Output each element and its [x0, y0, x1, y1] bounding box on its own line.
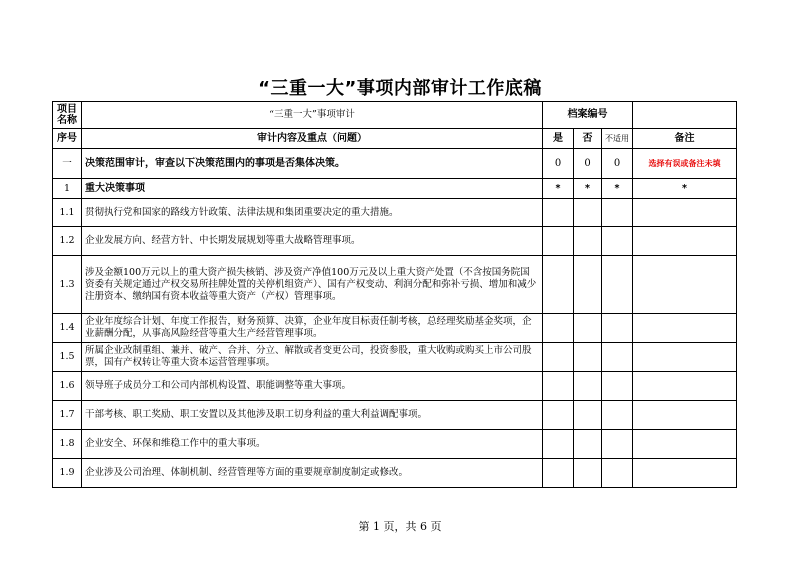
row-no: 1.8 — [53, 430, 82, 459]
group-na: * — [602, 179, 633, 199]
row-no: 1.1 — [53, 199, 82, 227]
table-row — [53, 227, 737, 256]
row-na-cell[interactable] — [602, 256, 633, 314]
row-remark-cell[interactable] — [633, 256, 737, 314]
project-value: “三重一大”事项审计 — [82, 102, 543, 129]
footer-total-pages: 6 — [420, 520, 427, 533]
remark-header: 备注 — [633, 129, 737, 149]
table-row — [53, 314, 737, 343]
table-row — [53, 459, 737, 488]
row-na-cell[interactable] — [602, 314, 633, 343]
archive-label: 档案编号 — [543, 102, 633, 129]
section-remark: 选择有误或备注未填 — [633, 149, 737, 179]
row-no-cell[interactable] — [574, 372, 602, 401]
section-row — [53, 149, 737, 179]
row-no-cell[interactable] — [574, 199, 602, 227]
row-yes-cell[interactable] — [543, 459, 574, 488]
row-text: 领导班子成员分工和公司内部机构设置、职能调整等重大事项。 — [82, 372, 543, 401]
footer-mid: 页，共 — [383, 520, 417, 533]
column-header-row — [53, 129, 737, 149]
footer-current-page: 1 — [373, 520, 380, 533]
row-no: 1.7 — [53, 401, 82, 430]
seq-header: 序号 — [53, 129, 82, 149]
content-header: 审计内容及重点（问题） — [82, 129, 543, 149]
no-header: 否 — [574, 129, 602, 149]
row-no: 1.6 — [53, 372, 82, 401]
row-yes-cell[interactable] — [543, 343, 574, 372]
row-yes-cell[interactable] — [543, 372, 574, 401]
row-no: 1.5 — [53, 343, 82, 372]
group-text: 重大决策事项 — [82, 179, 543, 199]
row-remark-cell[interactable] — [633, 459, 737, 488]
group-no-mark: * — [574, 179, 602, 199]
page-title: “三重一大”事项内部审计工作底稿 — [258, 78, 542, 99]
row-na-cell[interactable] — [602, 459, 633, 488]
section-na: 0 — [602, 149, 633, 179]
row-yes-cell[interactable] — [543, 227, 574, 256]
row-text: 企业涉及公司治理、体制机制、经营管理等方面的重要规章制度制定或修改。 — [82, 459, 543, 488]
group-row — [53, 179, 737, 199]
row-remark-cell[interactable] — [633, 401, 737, 430]
row-no: 1.2 — [53, 227, 82, 256]
page-footer — [0, 518, 800, 534]
table-row — [53, 430, 737, 459]
row-na-cell[interactable] — [602, 372, 633, 401]
row-remark-cell[interactable] — [633, 372, 737, 401]
row-no-cell[interactable] — [574, 343, 602, 372]
group-no: 1 — [53, 179, 82, 199]
archive-value — [633, 102, 737, 129]
row-no-cell[interactable] — [574, 314, 602, 343]
row-na-cell[interactable] — [602, 199, 633, 227]
group-yes: * — [543, 179, 574, 199]
row-no-cell[interactable] — [574, 401, 602, 430]
row-na-cell[interactable] — [602, 430, 633, 459]
section-yes: 0 — [543, 149, 574, 179]
row-na-cell[interactable] — [602, 401, 633, 430]
section-text: 决策范围审计，审查以下决策范围内的事项是否集体决策。 — [82, 149, 543, 179]
audit-table — [52, 101, 737, 488]
section-no: 一 — [53, 149, 82, 179]
footer-prefix: 第 — [358, 520, 370, 533]
row-text: 干部考核、职工奖励、职工安置以及其他涉及职工切身利益的重大利益调配事项。 — [82, 401, 543, 430]
row-no-cell[interactable] — [574, 256, 602, 314]
group-remark: * — [633, 179, 737, 199]
na-header: 不适用 — [602, 129, 633, 149]
row-no: 1.3 — [53, 256, 82, 314]
row-na-cell[interactable] — [602, 227, 633, 256]
row-no-cell[interactable] — [574, 430, 602, 459]
project-label: 项目名称 — [53, 102, 82, 129]
row-remark-cell[interactable] — [633, 430, 737, 459]
table-row — [53, 199, 737, 227]
row-remark-cell[interactable] — [633, 227, 737, 256]
row-remark-cell[interactable] — [633, 343, 737, 372]
row-yes-cell[interactable] — [543, 199, 574, 227]
row-remark-cell[interactable] — [633, 199, 737, 227]
table-row — [53, 372, 737, 401]
row-no: 1.9 — [53, 459, 82, 488]
section-no-count: 0 — [574, 149, 602, 179]
row-text: 贯彻执行党和国家的路线方针政策、法律法规和集团重要决定的重大措施。 — [82, 199, 543, 227]
row-yes-cell[interactable] — [543, 430, 574, 459]
row-yes-cell[interactable] — [543, 256, 574, 314]
row-text: 涉及金额100万元以上的重大资产损失核销、涉及资产净值100万元及以上重大资产处置（不含按国务院国资委有关规定通过产权交易所挂牌处置的关停机组资产）、国有产权变动、利润分配和弥补亏损、增加和减少注册资本、缴纳国有资本收益等重大资产（产权）管理事项。 — [82, 256, 543, 314]
table-row — [53, 256, 737, 314]
table-row — [53, 343, 737, 372]
row-no-cell[interactable] — [574, 227, 602, 256]
row-text: 所属企业改制重组、兼并、破产、合并、分立、解散或者变更公司，投资参股，重大收购或购买上市公司股票，国有产权转让等重大资本运营管理事项。 — [82, 343, 543, 372]
table-row — [53, 401, 737, 430]
row-yes-cell[interactable] — [543, 401, 574, 430]
row-text: 企业发展方向、经营方针、中长期发展规划等重大战略管理事项。 — [82, 227, 543, 256]
row-no: 1.4 — [53, 314, 82, 343]
project-row — [53, 102, 737, 129]
yes-header: 是 — [543, 129, 574, 149]
row-yes-cell[interactable] — [543, 314, 574, 343]
row-na-cell[interactable] — [602, 343, 633, 372]
row-text: 企业安全、环保和维稳工作中的重大事项。 — [82, 430, 543, 459]
footer-suffix: 页 — [430, 520, 442, 533]
row-remark-cell[interactable] — [633, 314, 737, 343]
row-no-cell[interactable] — [574, 459, 602, 488]
row-text: 企业年度综合计划、年度工作报告，财务预算、决算，企业年度目标责任制考核，总经理奖励基金奖项，企业薪酬分配，从事高风险经营等重大生产经营管理事项。 — [82, 314, 543, 343]
